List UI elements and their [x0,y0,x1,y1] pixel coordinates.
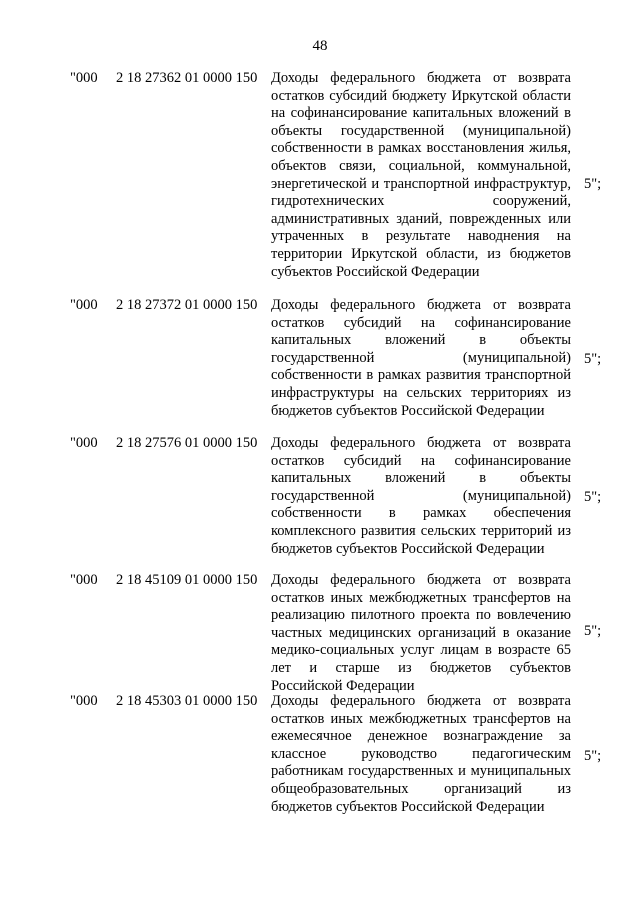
entry-suffix: 5"; [584,748,602,764]
entry-prefix: "000 [70,572,98,588]
entry-prefix: "000 [70,435,98,451]
entry-description: Доходы федерального бюджета от возврата остатков иных межбюджетных трансфертов на ежемесячное денежное вознаграждение за классное руководство педагогическим работникам государственных и муниципальных общеобразовательных организаций из бюджетов субъектов Российской Федерации [271,693,571,815]
entry-suffix: 5"; [584,176,602,192]
entry-suffix: 5"; [584,351,602,367]
entry-description: Доходы федерального бюджета от возврата остатков субсидий бюджету Иркутской области на софинансирование капитальных вложений в объекты государственной (муниципальной) собственности в рамках восстановления жилья, объектов связи, социальной, коммунальной, энергетической и транспортной инфраструктур, гидротехнических сооружений, административных зданий, поврежденных или утраченных в результате наводнения на территории Иркутской области, из бюджетов субъектов Российской Федерации [271,70,571,280]
budget-classification-code: 2 18 27362 01 0000 150 [116,70,258,86]
entry-description: Доходы федерального бюджета от возврата остатков субсидий на софинансирование капитальных вложений в объекты государственной (муниципальной) собственности в рамках обеспечения комплексного развития сельских территорий из бюджетов субъектов Российской Федерации [271,435,571,557]
budget-classification-code: 2 18 45303 01 0000 150 [116,693,258,709]
entry-prefix: "000 [70,70,98,86]
entry-suffix: 5"; [584,489,602,505]
entry-prefix: "000 [70,297,98,313]
entry-prefix: "000 [70,693,98,709]
budget-classification-code: 2 18 45109 01 0000 150 [116,572,258,588]
entry-description: Доходы федерального бюджета от возврата остатков иных межбюджетных трансфертов на реализацию пилотного проекта по вовлечению частных медицинских организаций в оказание медико-социальных услуг лицам в возрасте 65 лет и старше из бюджетов субъектов Российской Федерации [271,572,571,694]
entry-suffix: 5"; [584,623,602,639]
page-number: 48 [312,38,328,54]
entry-description: Доходы федерального бюджета от возврата остатков субсидий на софинансирование капитальных вложений в объекты государственной (муниципальной) собственности в рамках развития транспортной инфраструктуры на сельских территориях из бюджетов субъектов Российской Федерации [271,297,571,419]
budget-classification-code: 2 18 27576 01 0000 150 [116,435,258,451]
budget-classification-code: 2 18 27372 01 0000 150 [116,297,258,313]
